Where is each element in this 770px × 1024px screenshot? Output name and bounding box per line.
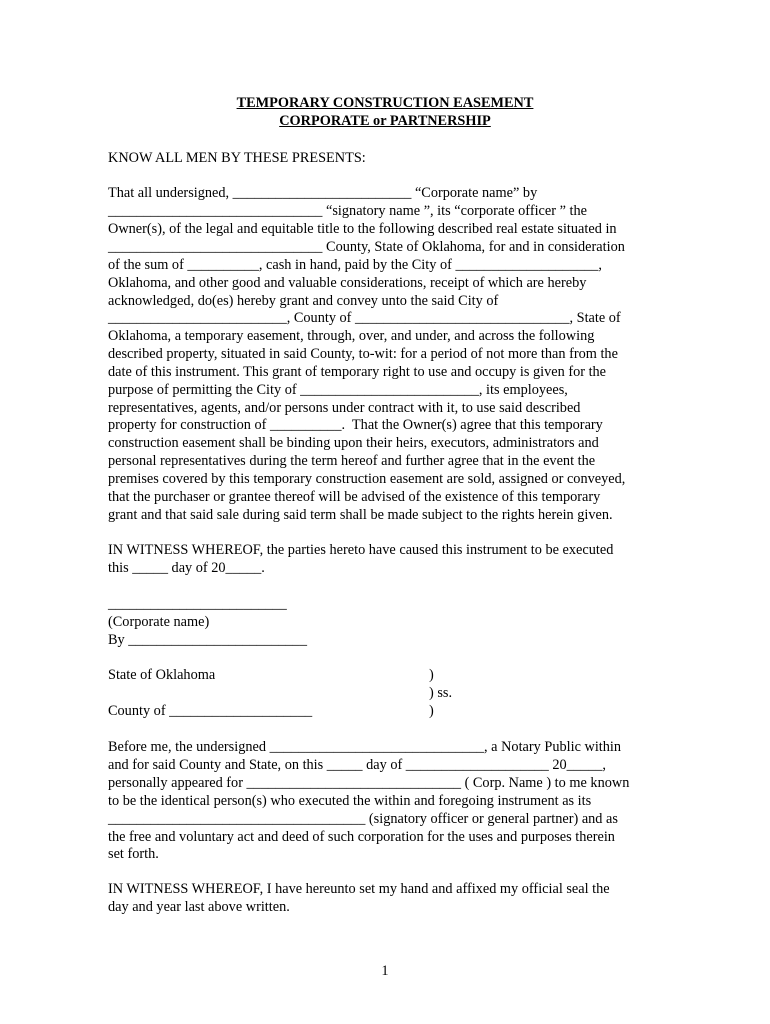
body-line: That all undersigned, _________________________ “Corporate name” by (108, 185, 538, 201)
witness-line: this _____ day of 20_____. (108, 560, 265, 576)
body-line: Oklahoma, and other good and valuable considerations, receipt of which are hereby (108, 275, 587, 291)
body-line: Oklahoma, a temporary easement, through, over, and under, and across the following (108, 328, 595, 344)
venue-paren-bottom: ) (429, 703, 434, 719)
notary-line: Before me, the undersigned ______________________________, a Notary Public within (108, 739, 622, 755)
notary-witness-line: IN WITNESS WHEREOF, I have hereunto set my hand and affixed my official seal the (108, 881, 610, 897)
corporate-name-label: (Corporate name) (108, 614, 210, 630)
body-line: _________________________, County of ______________________________, State of (108, 310, 621, 326)
signature-line: _________________________ (108, 596, 287, 612)
document-subtitle: CORPORATE or PARTNERSHIP (279, 113, 491, 129)
venue-state: State of Oklahoma (108, 667, 216, 683)
notary-line: personally appeared for ______________________________ ( Corp. Name ) to me known (108, 775, 630, 791)
body-line: grant and that said sale during said term shall be made subject to the rights herein given. (108, 507, 613, 523)
venue-paren-top: ) (429, 667, 434, 683)
intro-line: KNOW ALL MEN BY THESE PRESENTS: (108, 150, 366, 166)
venue-county: County of ____________________ (108, 703, 313, 719)
body-line: property for construction of __________. That the Owner(s) agree that this temporary (108, 417, 603, 433)
body-line: representatives, agents, and/or persons under contract with it, to use said described (108, 400, 581, 416)
notary-line: the free and voluntary act and deed of such corporation for the uses and purposes therein (108, 829, 615, 845)
page-number: 1 (381, 963, 389, 979)
notary-line: to be the identical person(s) who executed the within and foregoing instrument as its (108, 793, 592, 809)
body-line: ______________________________ County, State of Oklahoma, for and in consideration (108, 239, 625, 255)
notary-witness-line: day and year last above written. (108, 899, 290, 915)
notary-line: ____________________________________ (signatory officer or general partner) and as (108, 811, 618, 827)
notary-line: and for said County and State, on this _____ day of ____________________ 20_____, (108, 757, 606, 773)
body-line: personal representatives during the term hereof and further agree that in the event the (108, 453, 596, 469)
venue-ss: ) ss. (429, 685, 453, 701)
body-line: acknowledged, do(es) hereby grant and convey unto the said City of (108, 293, 499, 309)
body-line: described property, situated in said County, to-wit: for a period of not more than from the (108, 346, 618, 362)
body-line: Owner(s), of the legal and equitable title to the following described real estate situated in (108, 221, 617, 237)
by-signature-line: By _________________________ (108, 632, 307, 648)
body-line: ______________________________ “signatory name ”, its “corporate officer ” the (108, 203, 587, 219)
notary-line: set forth. (108, 846, 159, 862)
body-line: that the purchaser or grantee thereof will be advised of the existence of this temporary (108, 489, 601, 505)
body-line: purpose of permitting the City of _________________________, its employees, (108, 382, 568, 398)
body-line: premises covered by this temporary construction easement are sold, assigned or conveyed, (108, 471, 626, 487)
document-title: TEMPORARY CONSTRUCTION EASEMENT (236, 95, 534, 111)
body-line: construction easement shall be binding upon their heirs, executors, administrators and (108, 435, 599, 451)
body-line: of the sum of __________, cash in hand, paid by the City of ____________________, (108, 257, 602, 273)
body-line: date of this instrument. This grant of temporary right to use and occupy is given for the (108, 364, 607, 380)
witness-line: IN WITNESS WHEREOF, the parties hereto have caused this instrument to be executed (108, 542, 614, 558)
